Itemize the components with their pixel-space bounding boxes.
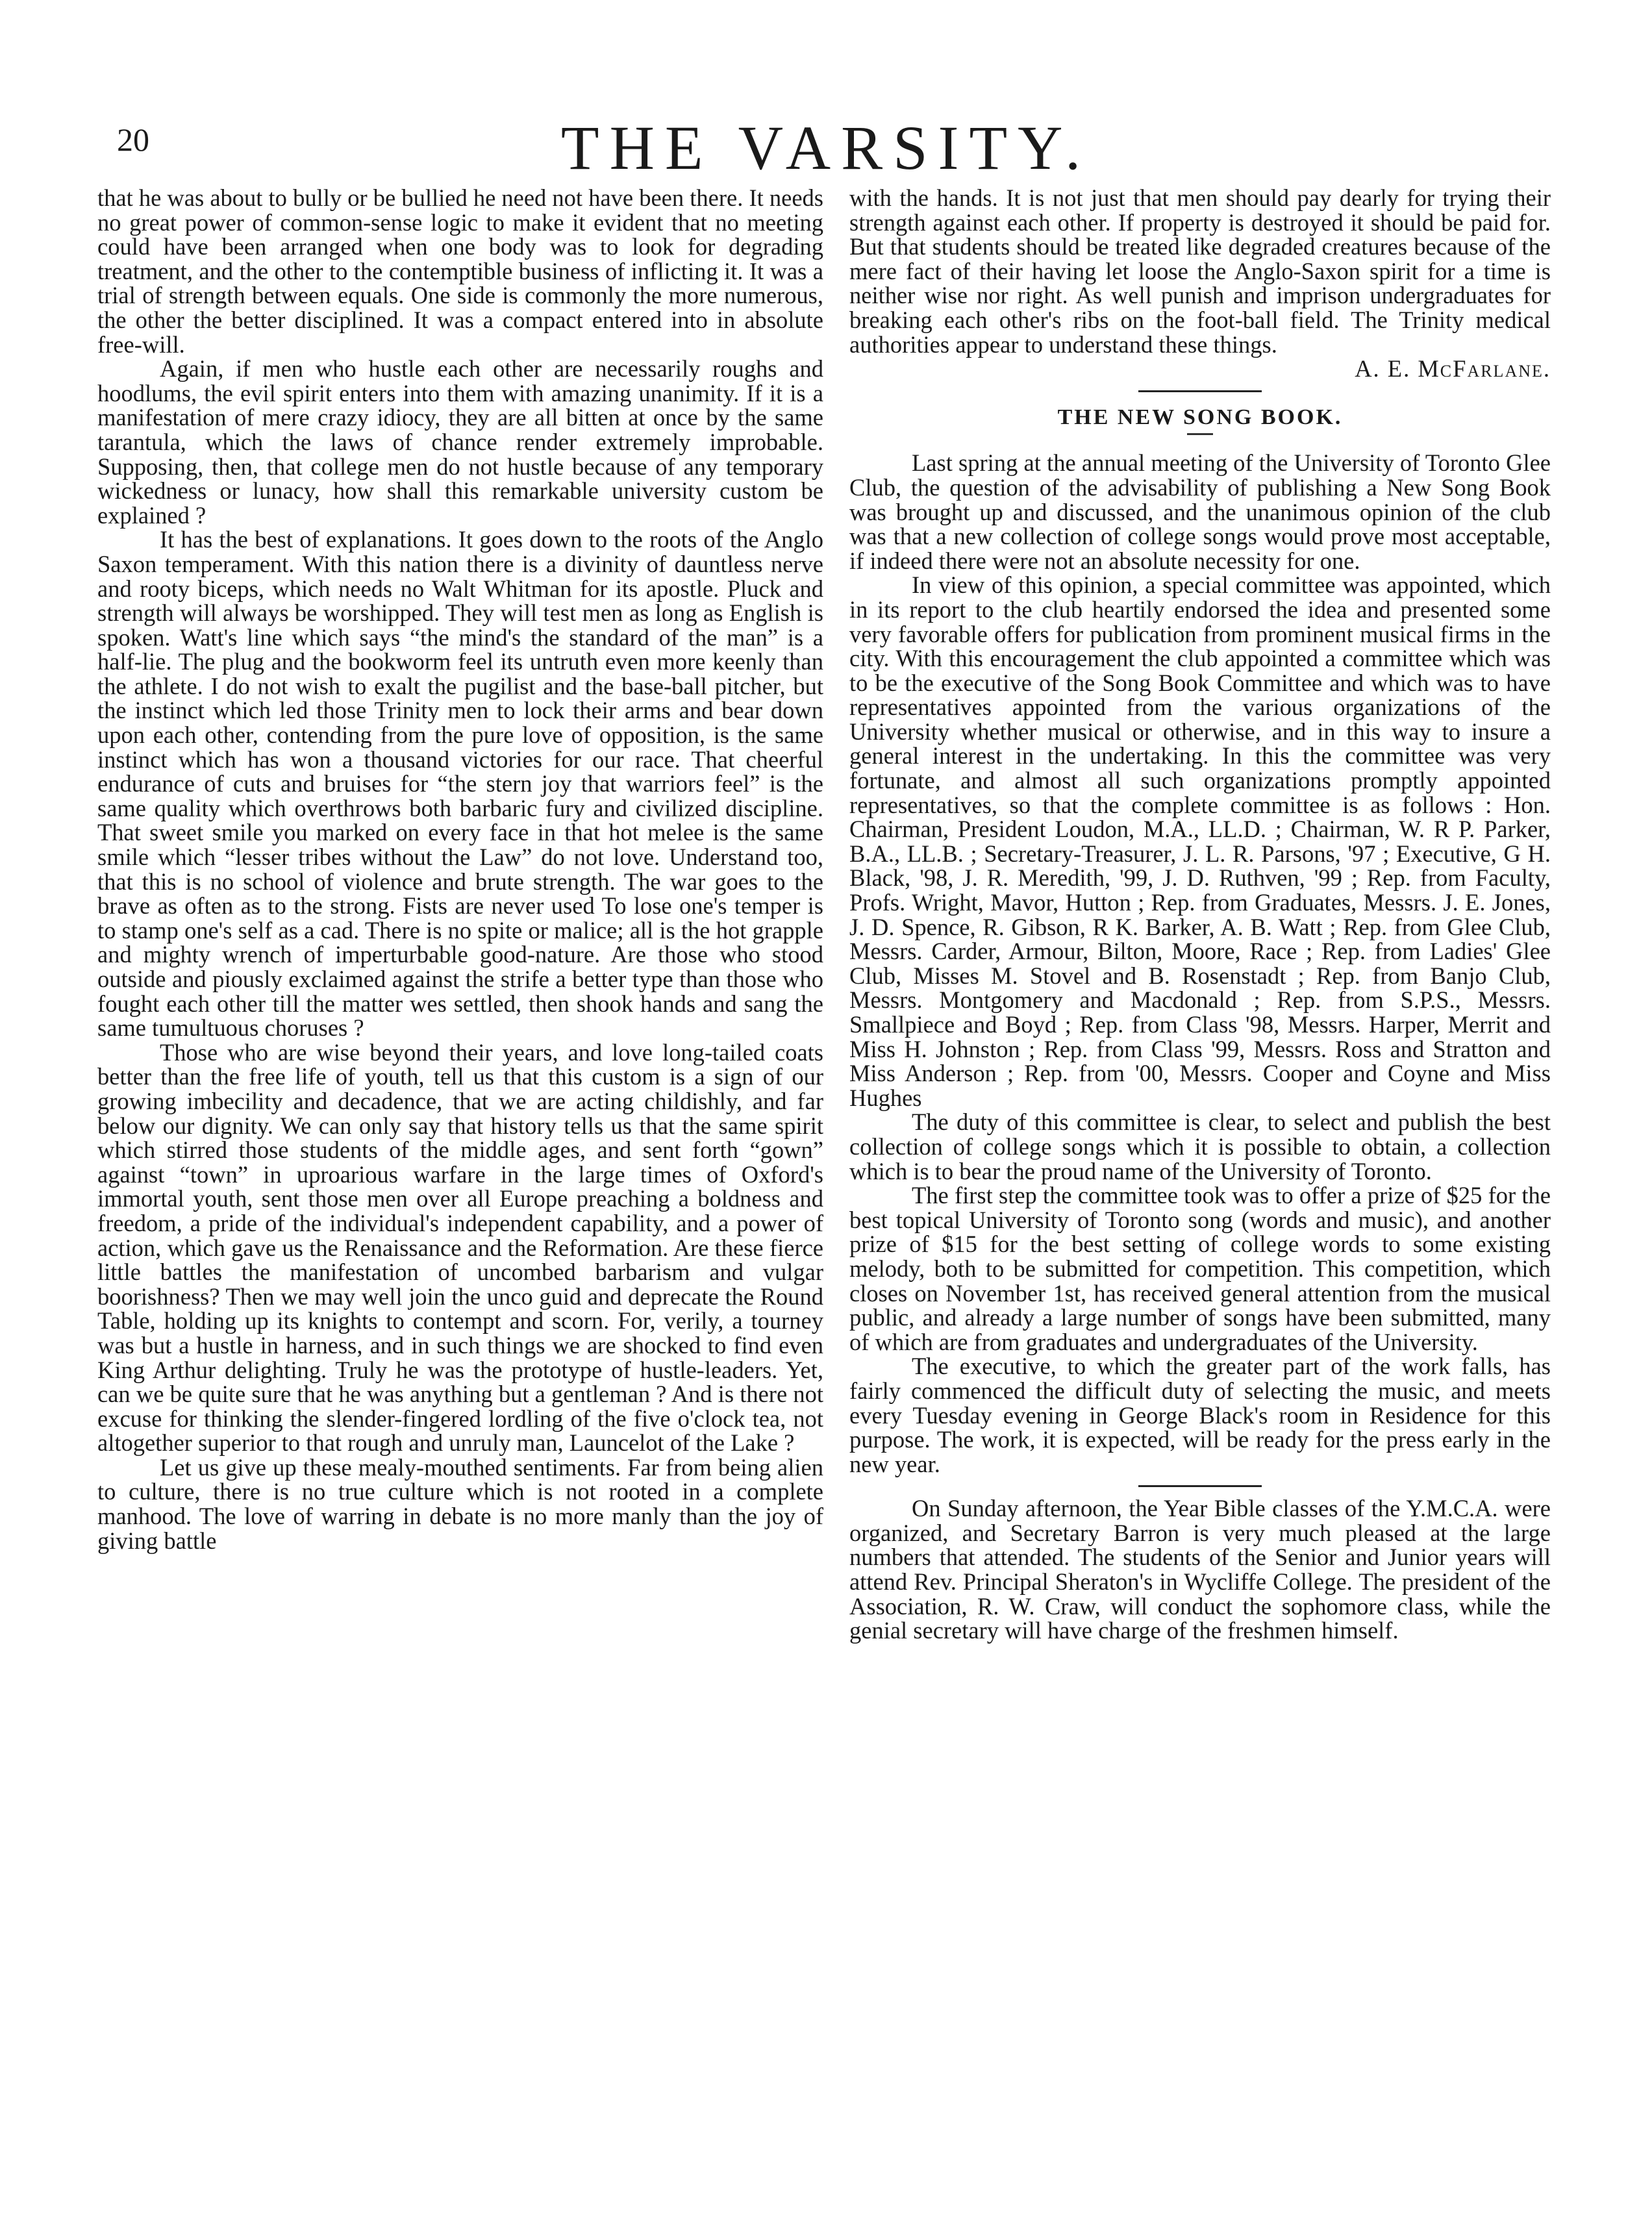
masthead-title: THE VARSITY. (560, 113, 1092, 182)
song-book-paragraph: In view of this opinion, a special committee was appointed, which in its report to the club heartily endorsed the idea and presented some very favorable offers for publication from prominent musical firms in the city. With this encouragement the club appointed a committee which was to be the executive of the Song Book Committee and which was to have representatives appointed from the various organizations of the University whether musical or otherwise, and in this way to insure a general interest in the undertaking. In this the committee was very fortunate, and almost all such organizations promptly appointed representatives, so that the complete committee is as follows : Hon. Chairman, President Loudon, M.A., LL.D. ; Chairman, W. R P. Parker, B.A., LL.B. ; Secretary-Treasurer, J. L. R. Parsons, '97 ; Executive, G H. Black, '98, J. R. Meredith, '99, J. D. Ruthven, '99 ; Rep. from Faculty, Profs. Wright, Mavor, Hutton ; Rep. from Graduates, Messrs. J. E. Jones, J. D. Spence, R. Gibson, R K. Barker, A. B. Watt ; Rep. from Glee Club, Messrs. Carder, Armour, Bilton, Moore, Race ; Rep. from Ladies' Glee Club, Misses M. Stovel and B. Rosenstadt ; Rep. from Banjo Club, Messrs. Montgomery and Macdonald ; Rep. from S.P.S., Messrs. Smallpiece and Boyd ; Rep. from Class '98, Messrs. Harper, Merrit and Miss H. Johnston ; Rep. from Class '99, Messrs. Ross and Stratton and Miss Anderson ; Rep. from '00, Messrs. Cooper and Coyne and Miss Hughes (849, 571, 1551, 1111)
song-book-paragraph: The executive, to which the greater part of the work falls, has fairly commenced the difficult duty of selecting the music, and meets every Tuesday evening in George Black's room in Residence for this purpose. The work, it is expected, will be ready for the press early in the new year. (849, 1353, 1551, 1477)
right-column (849, 186, 1551, 1643)
left-column (97, 186, 823, 1553)
heading-dash (1187, 433, 1213, 435)
article-paragraph: that he was about to bully or be bullied he need not have been there. It needs no great power of common-sense logic to make it evident that no meeting could have been arranged when one body was to look for degrading treatment, and the other to the contemptible business of inflicting it. It was a trial of strength between equals. One side is commonly the more numerous, the other the better disciplined. It was a compact entered into in absolute free-will. (97, 184, 823, 358)
signature-text: A. E. McFarlane. (1355, 355, 1551, 382)
ymca-paragraph: On Sunday afternoon, the Year Bible classes of the Y.M.C.A. were organized, and Secretary Barron is very much pleased at the large numbers that attended. The students of the Senior and Junior years will attend Rev. Principal Sheraton's in Wycliffe College. The president of the Association, R. W. Craw, will conduct the sophomore class, while the genial secretary will have charge of the freshmen himself. (849, 1495, 1551, 1644)
section-divider (1138, 390, 1262, 392)
article-paragraph: Let us give up these mealy-mouthed sentiments. Far from being alien to culture, there is no true culture which is not rooted in a complete manhood. The love of warring in debate is no more manly than the joy of giving battle (97, 1453, 823, 1554)
article-paragraph: Again, if men who hustle each other are necessarily roughs and hoodlums, the evil spirit enters into them with amazing unanimity. If it is a manifestation of mere crazy idiocy, they are all bitten at once by the same tarantula, which the laws of chance render extremely improbable. Supposing, then, that college men do not hustle because of any temporary wickedness or lunacy, how shall this remarkable university custom be explained ? (97, 355, 823, 529)
article-paragraph: It has the best of explanations. It goes down to the roots of the Anglo Saxon temperament. With this nation there is a divinity of dauntless nerve and rooty biceps, which needs no Walt Whitman for its apostle. Pluck and strength will always be worshipped. They will test men as long as English is spoken. Watt's line which says “the mind's the standard of the man” is a half-lie. The plug and the bookworm feel its untruth even more keenly than the athlete. I do not wish to exalt the pugilist and the base-ball pitcher, but the instinct which led those Trinity men to lock their arms and bear down upon each other, contending from the pure love of opposition, is the same instinct which has won a thousand victories for our race. That cheerful endurance of cuts and bruises for “the stern joy that warriors feel” is the same quality which overthrows both barbaric fury and civilized discipline. That sweet smile you marked on every face in that hot melee is the same smile which “lesser tribes without the Law” do not love. Understand too, that this is no school of violence and brute strength. The war goes to the brave as often as to the strong. Fists are never used To lose one's temper is to stamp one's self as a cad. There is no spite or malice; all is the hot grapple and mighty wrench of imperturbable good-nature. Are those who stood outside and piously exclaimed against the strife a better type than those who fought each other till the matter wes settled, then shook hands and sang the same tumultuous choruses ? (97, 526, 823, 1042)
song-book-heading: THE NEW SONG BOOK. (1057, 405, 1343, 429)
author-signature (849, 357, 1551, 381)
song-book-paragraph: Last spring at the annual meeting of the University of Toronto Glee Club, the question of the advisability of publishing a New Song Book was brought up and discussed, and the unanimous opinion of the club was that a new collection of college songs would prove most acceptable, if indeed there were not an absolute necessity for one. (849, 449, 1551, 574)
section-divider (1138, 1485, 1262, 1487)
article-continuation: with the hands. It is not just that men should pay dearly for trying their strength against each other. If property is destroyed it should be paid for. But that students should be treated like degraded creatures because of the mere fact of their having let loose the Anglo-Saxon spirit for a time is neither wise nor right. As well punish and imprison undergraduates for breaking each other's ribs on the foot-ball field. The Trinity medical authorities appear to understand these things. (849, 184, 1551, 358)
article-paragraph: Those who are wise beyond their years, and love long-tailed coats better than the free life of youth, tell us that this custom is a sign of our growing imbecility and decadence, that we are acting childishly, and far below our dignity. We can only say that history tells us that the same spirit which stirred those students of the middle ages, and sent forth “gown” against “town” in uproarious warfare in the large times of Oxford's immortal youth, sent those men over all Europe preaching a boldness and freedom, a pride of the individual's independent capability, and a power of action, which gave us the Renaissance and the Reformation. Are these fierce little battles the manifestation of uncombed barbarism and vulgar boorishness? Then we may well join the unco guid and deprecate the Round Table, holding up its knights to contempt and scorn. For, verily, a tourney was but a hustle in harness, and in such things we are shocked to find even King Arthur delighting. Truly he was the prototype of hustle-leaders. Yet, can we be quite sure that he was anything but a gentleman ? And is there not excuse for thinking the slender-fingered lordling of the five o'clock tea, not altogether superior to that rough and unruly man, Launcelot of the Lake ? (97, 1038, 823, 1457)
page-number: 20 (117, 121, 149, 158)
song-book-paragraph: The first step the committee took was to offer a prize of $25 for the best topical University of Toronto song (words and music), and another prize of $15 for the best setting of college words to some existing melody, both to be submitted for competition. This competition, which closes on November 1st, has received general attention from the musical public, and already a large number of songs have been submitted, many of which are from graduates and undergraduates of the University. (849, 1182, 1551, 1355)
song-book-paragraph: The duty of this committee is clear, to select and publish the best collection of college songs which it is possible to obtain, a collection which is to bear the proud name of the University of Toronto. (849, 1109, 1551, 1184)
